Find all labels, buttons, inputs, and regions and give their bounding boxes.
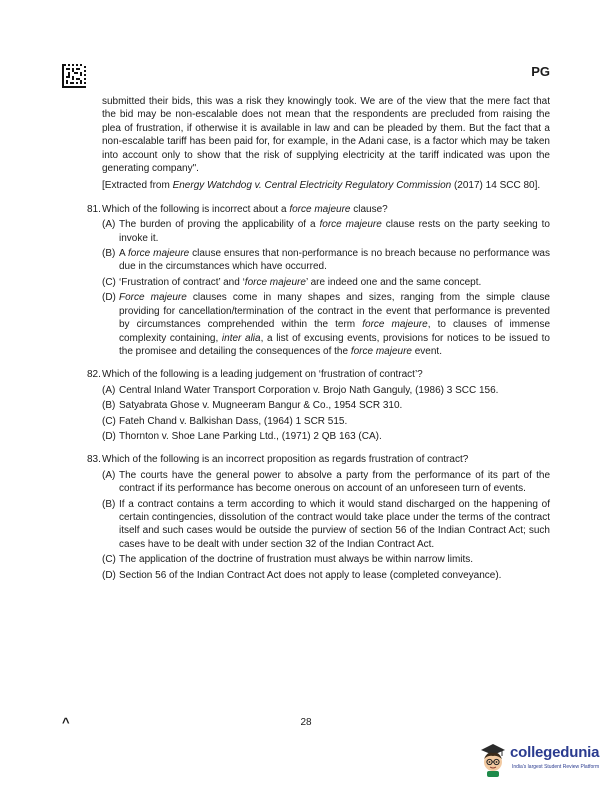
question-82 bbox=[87, 368, 550, 443]
logo-wordmark: collegedunia bbox=[510, 744, 600, 761]
question-stem: 81.Which of the following is incorrect about a force majeure clause? bbox=[87, 203, 388, 215]
question-number: 81. bbox=[87, 203, 101, 215]
passage-paragraph: submitted their bids, this was a risk they knowingly took. We are of the view that the mere fact that the bid may be non-escalable does not mean that the respondents are precluded from raising the plea of frustration, if otherwise it is available in law and can be pleaded by them. But the fact that a non-escalable tariff has been paid for, for example, in the Adani case, is a factor which may be taken into account only to show that the risk of supplying electricity at the tariff indicated was upon the generating company". bbox=[102, 96, 550, 175]
option-b: (B) Satyabrata Ghose v. Mugneeram Bangur & Co., 1954 SCR 310. bbox=[102, 400, 403, 412]
question-number: 83. bbox=[87, 454, 101, 466]
paper-code-label: PG bbox=[531, 64, 550, 79]
question-number: 82. bbox=[87, 369, 101, 381]
option-a: (A) The burden of proving the applicability of a force majeure clause rests on the party seeking to invoke it. bbox=[102, 219, 550, 244]
datamatrix-code-icon bbox=[62, 64, 86, 88]
option-c: (C) Fateh Chand v. Balkishan Dass, (1964) 1 SCR 515. bbox=[102, 415, 348, 427]
page-number: 28 bbox=[300, 717, 312, 728]
graduate-mascot-icon bbox=[478, 741, 508, 777]
option-c: (C) The application of the doctrine of frustration must always be within narrow limits. bbox=[102, 554, 474, 566]
collegedunia-logo bbox=[478, 741, 602, 781]
option-a: (A) The courts have the general power to absolve a party from the performance of its part of the contract if its performance has become onerous on account of an unforeseen turn of events. bbox=[102, 469, 550, 495]
logo-tagline: India's largest Student Review Platform bbox=[512, 764, 600, 770]
question-stem: 82.Which of the following is a leading judgement on ‘frustration of contract’? bbox=[87, 369, 423, 381]
option-c: (C) ‘Frustration of contract’ and ‘force majeure’ are indeed one and the same concept. bbox=[102, 276, 482, 288]
option-b: (B) A force majeure clause ensures that non-performance is no breach because no performance was due in the circumstances which have occurred. bbox=[102, 248, 550, 273]
option-b: (B) If a contract contains a term according to which it would stand discharged on the happening of certain contingencies, dissolution of the contract would take place under the terms of the contract itself and such cases would be outside the purview of section 56 of the Indian Contract Act; such cases have to be dealt with under section 32 of the Indian Contract Act. bbox=[102, 498, 550, 550]
option-d: (D) Section 56 of the Indian Contract Act does not apply to lease (completed conveyance). bbox=[102, 569, 502, 581]
page-content bbox=[87, 95, 551, 582]
option-d: (D) Force majeure clauses come in many shapes and sizes, ranging from the simple clause providing for cancellation/termination of the contract in the event that performance is prevented by circumstances comprehended within the term force majeure, to clauses of immense complexity containing, inter alia, a list of excusing events, provisions for notices to be issued to the promisee and detailing the consequences of the force majeure event. bbox=[102, 292, 551, 357]
question-83 bbox=[87, 453, 550, 582]
option-d: (D) Thornton v. Shoe Lane Parking Ltd., (1971) 2 QB 163 (CA). bbox=[102, 430, 382, 442]
question-81 bbox=[87, 203, 551, 358]
option-a: (A) Central Inland Water Transport Corporation v. Brojo Nath Ganguly, (1986) 3 SCC 156. bbox=[102, 384, 499, 396]
question-stem: 83.Which of the following is an incorrect proposition as regards frustration of contract? bbox=[87, 454, 469, 466]
caret-mark: ^ bbox=[62, 715, 70, 730]
passage-citation: [Extracted from Energy Watchdog v. Central Electricity Regulatory Commission (2017) 14 SCC 80]. bbox=[102, 180, 541, 192]
